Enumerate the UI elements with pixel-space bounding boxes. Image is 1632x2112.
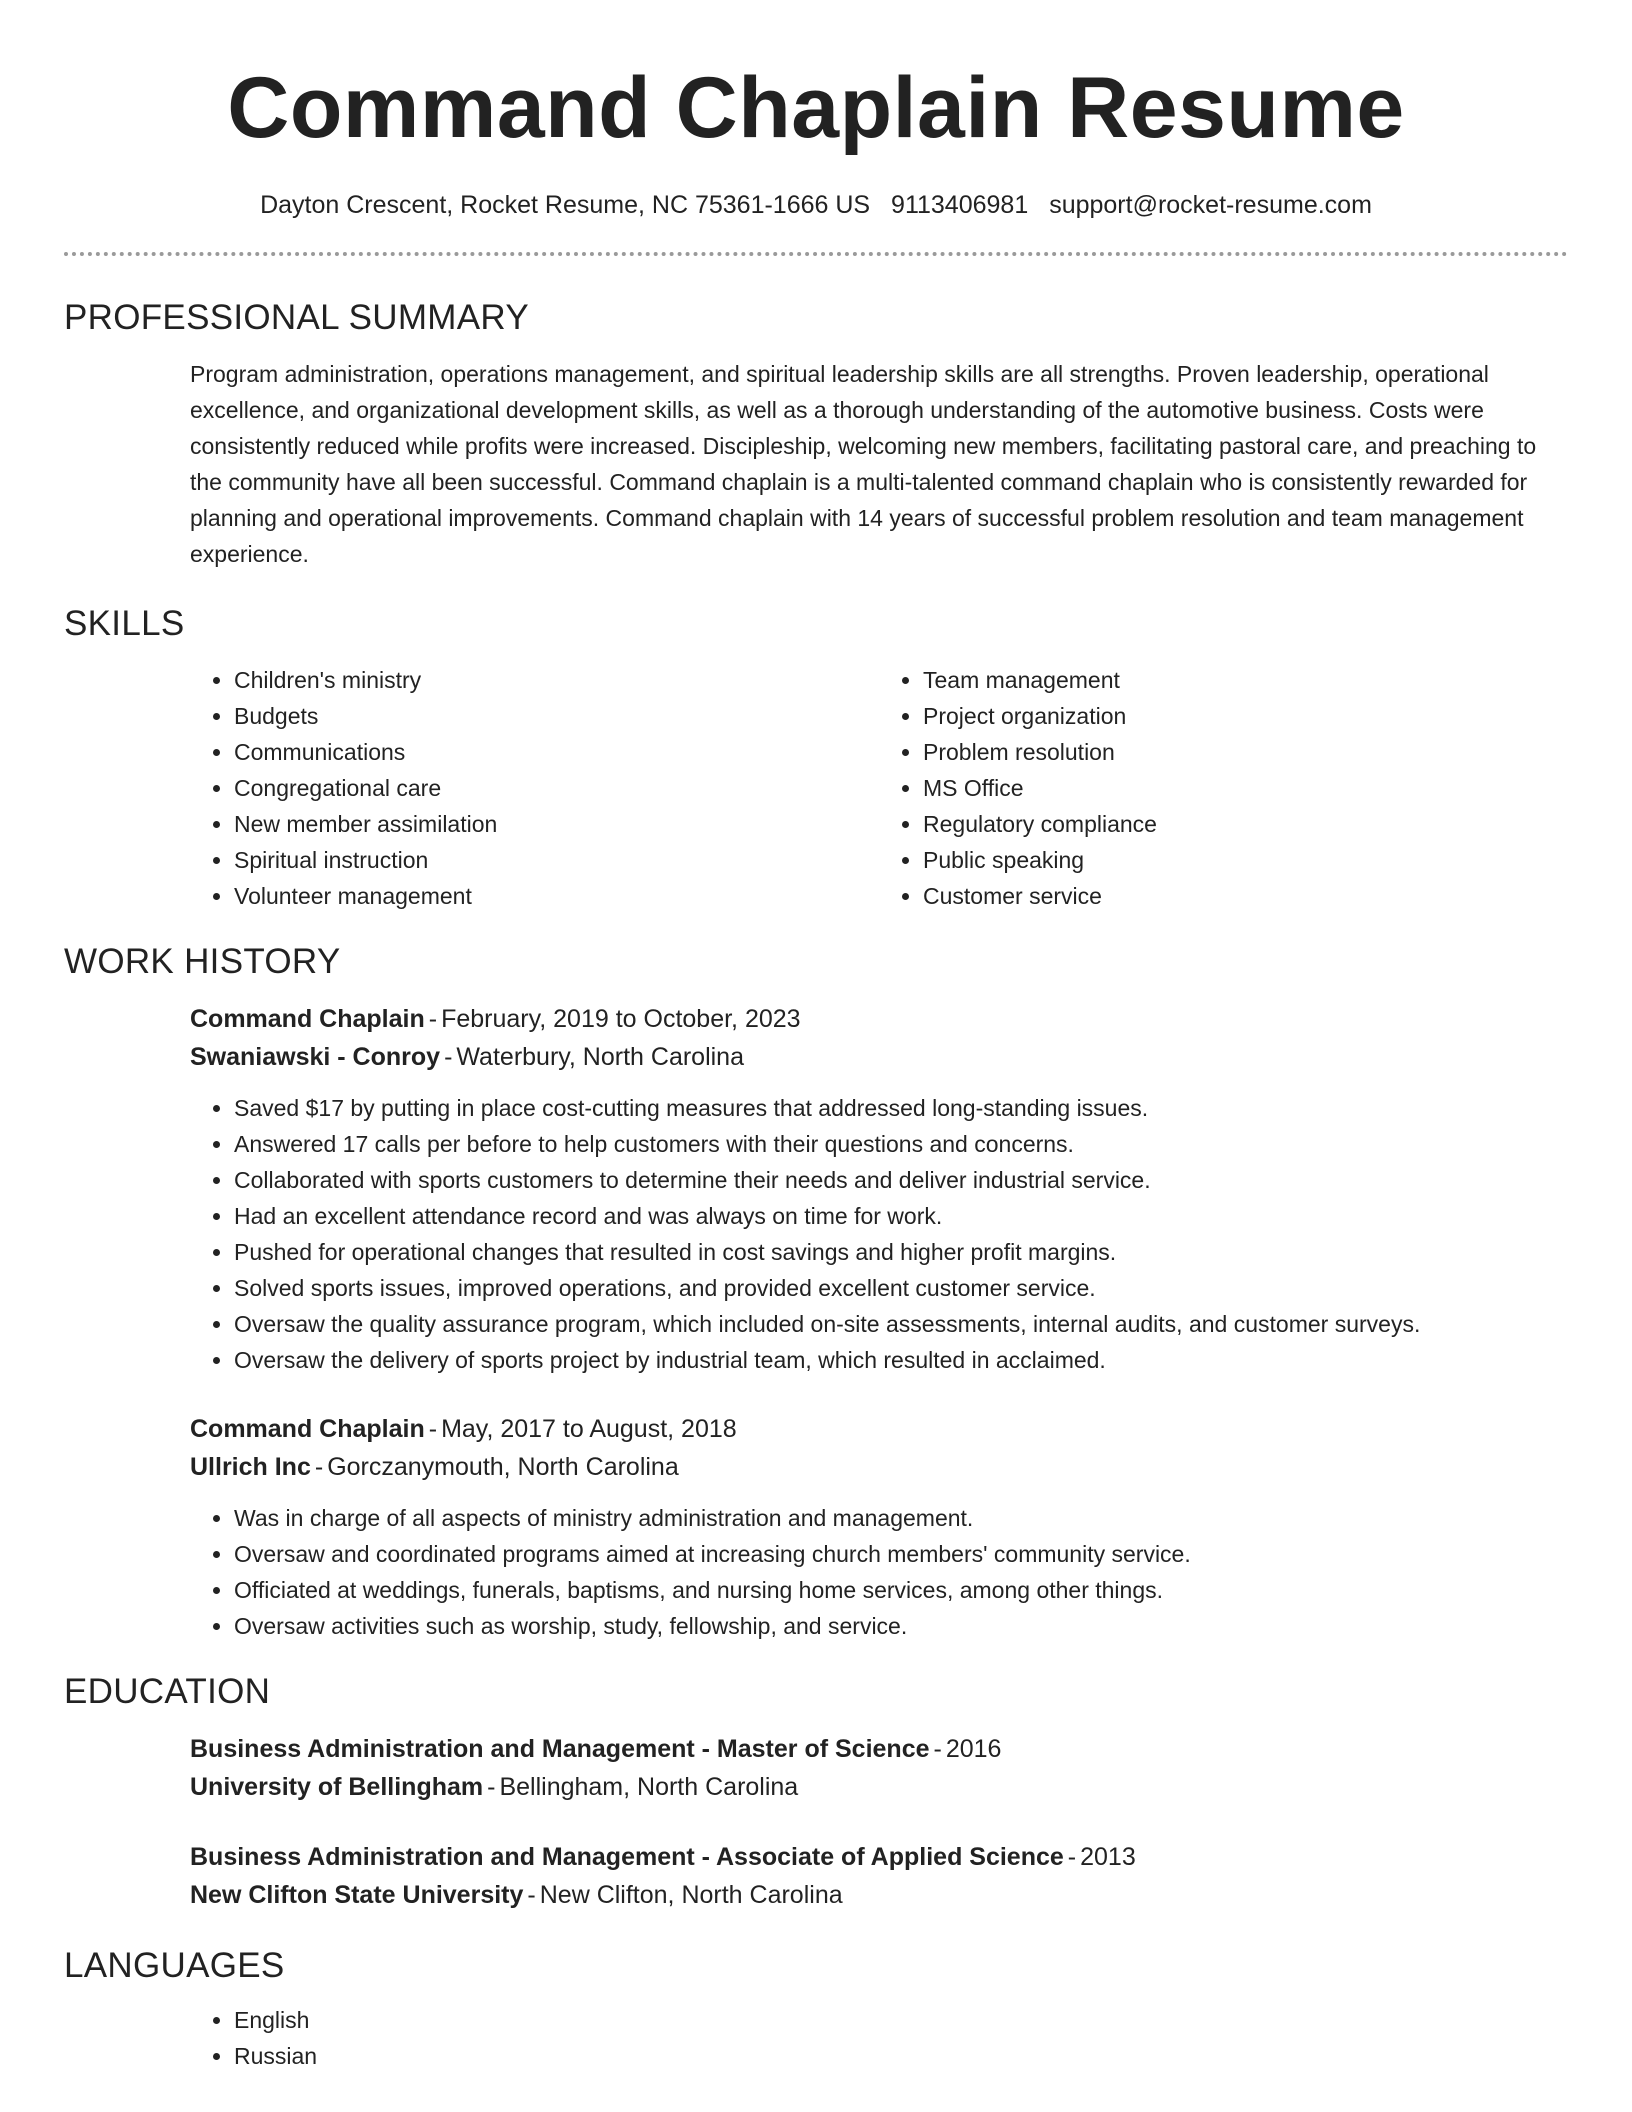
job-duty: • Pushed for operational changes that resulted in cost savings and higher profit margins. (234, 1234, 1568, 1270)
job-duty: • Officiated at weddings, funerals, baptisms, and nursing home services, among other things. (234, 1572, 1568, 1608)
job-company-line: Ullrich Inc - Gorczanymouth, North Carolina (190, 1453, 679, 1481)
job-duty: • Oversaw the delivery of sports project by industrial team, which resulted in acclaimed. (234, 1342, 1568, 1378)
job-duty: • Had an excellent attendance record and was always on time for work. (234, 1198, 1568, 1234)
header-divider (64, 252, 1568, 256)
work-history-section (64, 940, 1568, 1644)
education-year: 2013 (1080, 1843, 1136, 1871)
skills-list-left (190, 662, 879, 914)
contact-email: support@rocket-resume.com (1049, 191, 1372, 219)
skill-item: • Customer service (923, 878, 1568, 914)
summary-section (64, 296, 1568, 572)
skill-item: • Team management (923, 662, 1568, 698)
skill-item: • Communications (234, 734, 879, 770)
job-duty: • Solved sports issues, improved operations, and provided excellent customer service. (234, 1270, 1568, 1306)
section-heading-languages: LANGUAGES (64, 1946, 285, 1985)
skill-item: • Regulatory compliance (923, 806, 1568, 842)
contact-line (64, 188, 1568, 222)
summary-body (64, 356, 1568, 572)
job-entry (64, 1000, 1568, 1378)
job-duty: • Oversaw activities such as worship, study, fellowship, and service. (234, 1608, 1568, 1644)
skill-item: • Spiritual instruction (234, 842, 879, 878)
job-company: Ullrich Inc (190, 1453, 311, 1481)
job-duty: • Saved $17 by putting in place cost-cutting measures that addressed long-standing issues. (234, 1090, 1568, 1126)
job-duties-list (190, 1500, 1568, 1644)
language-item: • English (234, 2002, 1568, 2038)
skill-item: • Budgets (234, 698, 879, 734)
job-title: Command Chaplain (190, 1415, 425, 1443)
job-dates: May, 2017 to August, 2018 (441, 1415, 737, 1443)
section-heading-education: EDUCATION (64, 1672, 271, 1711)
job-duties-list (190, 1090, 1568, 1378)
section-heading-summary: PROFESSIONAL SUMMARY (64, 298, 529, 337)
education-section (64, 1670, 1568, 1914)
job-location: Waterbury, North Carolina (456, 1043, 744, 1071)
resume-title: Command Chaplain Resume (227, 60, 1405, 156)
job-company: Swaniawski - Conroy (190, 1043, 441, 1071)
job-duty: • Was in charge of all aspects of ministry administration and management. (234, 1500, 1568, 1536)
education-school: New Clifton State University (190, 1881, 524, 1909)
skill-item: • MS Office (923, 770, 1568, 806)
job-location: Gorczanymouth, North Carolina (327, 1453, 679, 1481)
job-company-line: Swaniawski - Conroy - Waterbury, North Carolina (190, 1043, 744, 1071)
education-degree-line: Business Administration and Management - Master of Science - 2016 (190, 1735, 1002, 1763)
education-year: 2016 (945, 1735, 1002, 1763)
section-heading-work-history: WORK HISTORY (64, 942, 341, 981)
skill-item: • Project organization (923, 698, 1568, 734)
education-degree: Business Administration and Management - Master of Science (190, 1735, 930, 1763)
skills-section (64, 602, 1568, 914)
skill-item: • Children's ministry (234, 662, 879, 698)
education-degree: Business Administration and Management - Associate of Applied Science (190, 1843, 1064, 1871)
job-title: Command Chaplain (190, 1005, 425, 1033)
education-school-line: University of Bellingham - Bellingham, North Carolina (190, 1773, 799, 1801)
job-duty: • Collaborated with sports customers to determine their needs and deliver industrial service. (234, 1162, 1568, 1198)
education-degree-line: Business Administration and Management - Associate of Applied Science - 2013 (190, 1843, 1136, 1871)
skills-list-right (879, 662, 1568, 914)
education-location: Bellingham, North Carolina (499, 1773, 799, 1801)
section-heading-skills: SKILLS (64, 604, 185, 643)
contact-address: Dayton Crescent, Rocket Resume, NC 75361-1666 US (260, 191, 871, 219)
job-duty: • Oversaw and coordinated programs aimed at increasing church members' community service. (234, 1536, 1568, 1572)
contact-phone: 9113406981 (891, 191, 1029, 219)
languages-body (64, 2002, 1568, 2074)
skill-item: • Congregational care (234, 770, 879, 806)
skill-item: • Volunteer management (234, 878, 879, 914)
job-duty: • Oversaw the quality assurance program, which included on-site assessments, internal audits, and customer surveys. (234, 1306, 1568, 1342)
job-dates: February, 2019 to October, 2023 (441, 1005, 801, 1033)
job-title-line: Command Chaplain - May, 2017 to August, 2018 (190, 1415, 737, 1443)
education-school-line: New Clifton State University - New Clifton, North Carolina (190, 1881, 843, 1909)
skill-item: • Problem resolution (923, 734, 1568, 770)
job-entry (64, 1410, 1568, 1644)
education-entry (64, 1730, 1568, 1806)
skills-grid (64, 662, 1568, 914)
education-entry (64, 1838, 1568, 1914)
language-item: • Russian (234, 2038, 1568, 2074)
job-title-line: Command Chaplain - February, 2019 to October, 2023 (190, 1005, 801, 1033)
education-location: New Clifton, North Carolina (539, 1881, 843, 1909)
skill-item: • Public speaking (923, 842, 1568, 878)
job-duty: • Answered 17 calls per before to help customers with their questions and concerns. (234, 1126, 1568, 1162)
languages-list (190, 2002, 1568, 2074)
education-school: University of Bellingham (190, 1773, 484, 1801)
skill-item: • New member assimilation (234, 806, 879, 842)
languages-section (64, 1944, 1568, 2074)
summary-text: Program administration, operations management, and spiritual leadership skills are all strengths. Proven leadership, operational excellence, and organizational development skills, as well as a thorough understanding of the automotive business. Costs were consistently reduced while profits were increased. Discipleship, welcoming new members, facilitating pastoral care, and preaching to the community have all been successful. Command chaplain is a multi-talented command chaplain who is consistently rewarded for planning and operational improvements. Command chaplain with 14 years of successful problem resolution and team management experience. (190, 361, 1537, 567)
